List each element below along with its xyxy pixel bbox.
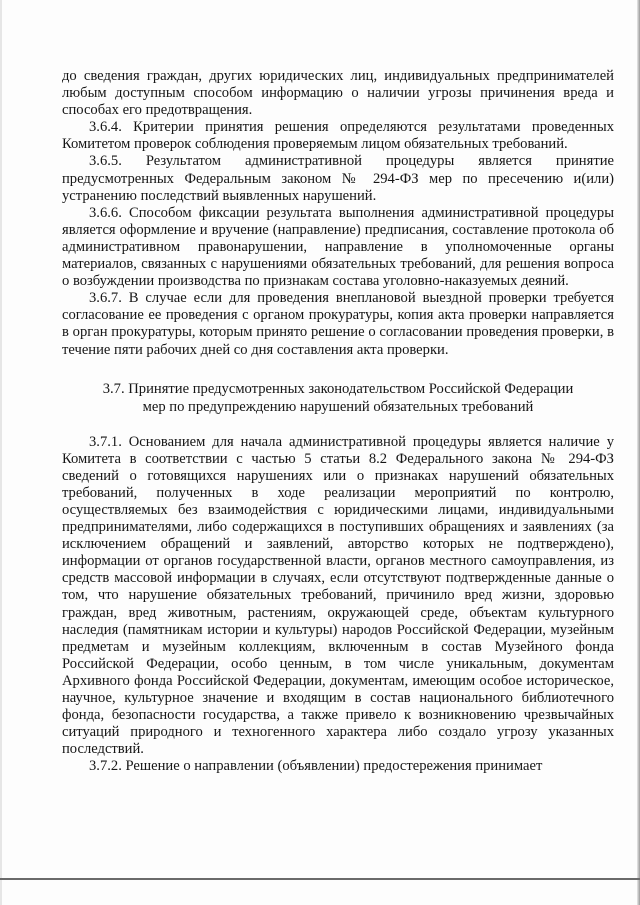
scan-bottom-edge xyxy=(0,878,640,880)
paragraph-3-7-1: 3.7.1. Основанием для начала административной процедуры является наличие у Комитета в соответствии с частью 5 статьи 8.2 Федерального закона № 294-ФЗ сведений о готовящихся нарушениях или о признаках нарушений обязательных требований, полученных в ходе реализации мероприятий по контролю, осуществляемых без взаимодействия с юридическими лицами, индивидуальными предпринимателями, либо содержащихся в поступивших обращениях и заявлениях (за исключением обращений и заявлений, авторство которых не подтверждено), информации от органов государственной власти, органов местного самоуправления, из средств массовой информации в случаях, если отсутствуют подтвержденные данные о том, что нарушение обязательных требований, причинило вред жизни, здоровью граждан, вред животным, растениям, окружающей среде, объектам культурного наследия (памятникам истории и культуры) народов Российской Федерации, музейным предметам и музейным коллекциям, включенным в состав Музейного фонда Российской Федерации, особо ценным, в том числе уникальным, документам Архивного фонда Российской Федерации, документам, имеющим особое историческое, научное, культурное значение и входящим в состав национального библиотечного фонда, безопасности государства, а также привело к возникновению чрезвычайных ситуаций природного и техногенного характера либо создало угрозу указанных последствий. xyxy=(62,433,614,758)
paragraph-3-6-6: 3.6.6. Способом фиксации результата выполнения административной процедуры является оформление и вручение (направление) предписания, составление протокола об административном правонарушении, направление в уполномоченные органы материалов, связанных с нарушениями обязательных требований, для решения вопроса о возбуждении производства по признакам состава уголовно-наказуемых деяний. xyxy=(62,204,614,290)
document-body xyxy=(62,68,614,775)
paragraph-3-6-4: 3.6.4. Критерии принятия решения определяются результатами проведенных Комитетом проверок соблюдения проверяемым лицом обязательных требований. xyxy=(62,119,614,153)
section-heading-line-2: мер по предупреждению нарушений обязательных требований xyxy=(142,398,534,415)
paragraph-3-6-5: 3.6.5. Результатом административной процедуры является принятие предусмотренных Федеральным законом № 294-ФЗ мер по пресечению и(или) устранению последствий выявленных нарушений. xyxy=(62,153,614,204)
paragraph-continuation: до сведения граждан, других юридических лиц, индивидуальных предпринимателей любым доступным способом информацию о наличии угрозы причинения вреда и способах его предотвращения. xyxy=(62,68,614,119)
scan-edge-left xyxy=(0,0,2,905)
paragraph-3-7-2: 3.7.2. Решение о направлении (объявлении) предостережения принимает xyxy=(89,758,543,775)
section-heading-3-7 xyxy=(62,380,614,416)
paragraph-3-6-7: 3.6.7. В случае если для проведения внеплановой выездной проверки требуется согласование ее проведения с органом прокуратуры, копия акта проверки направляется в орган прокуратуры, которым принято решение о согласовании проведения проверки, в течение пяти рабочих дней со дня составления акта проверки. xyxy=(62,290,614,358)
section-heading-line-1: 3.7. Принятие предусмотренных законодательством Российской Федерации xyxy=(102,380,574,397)
